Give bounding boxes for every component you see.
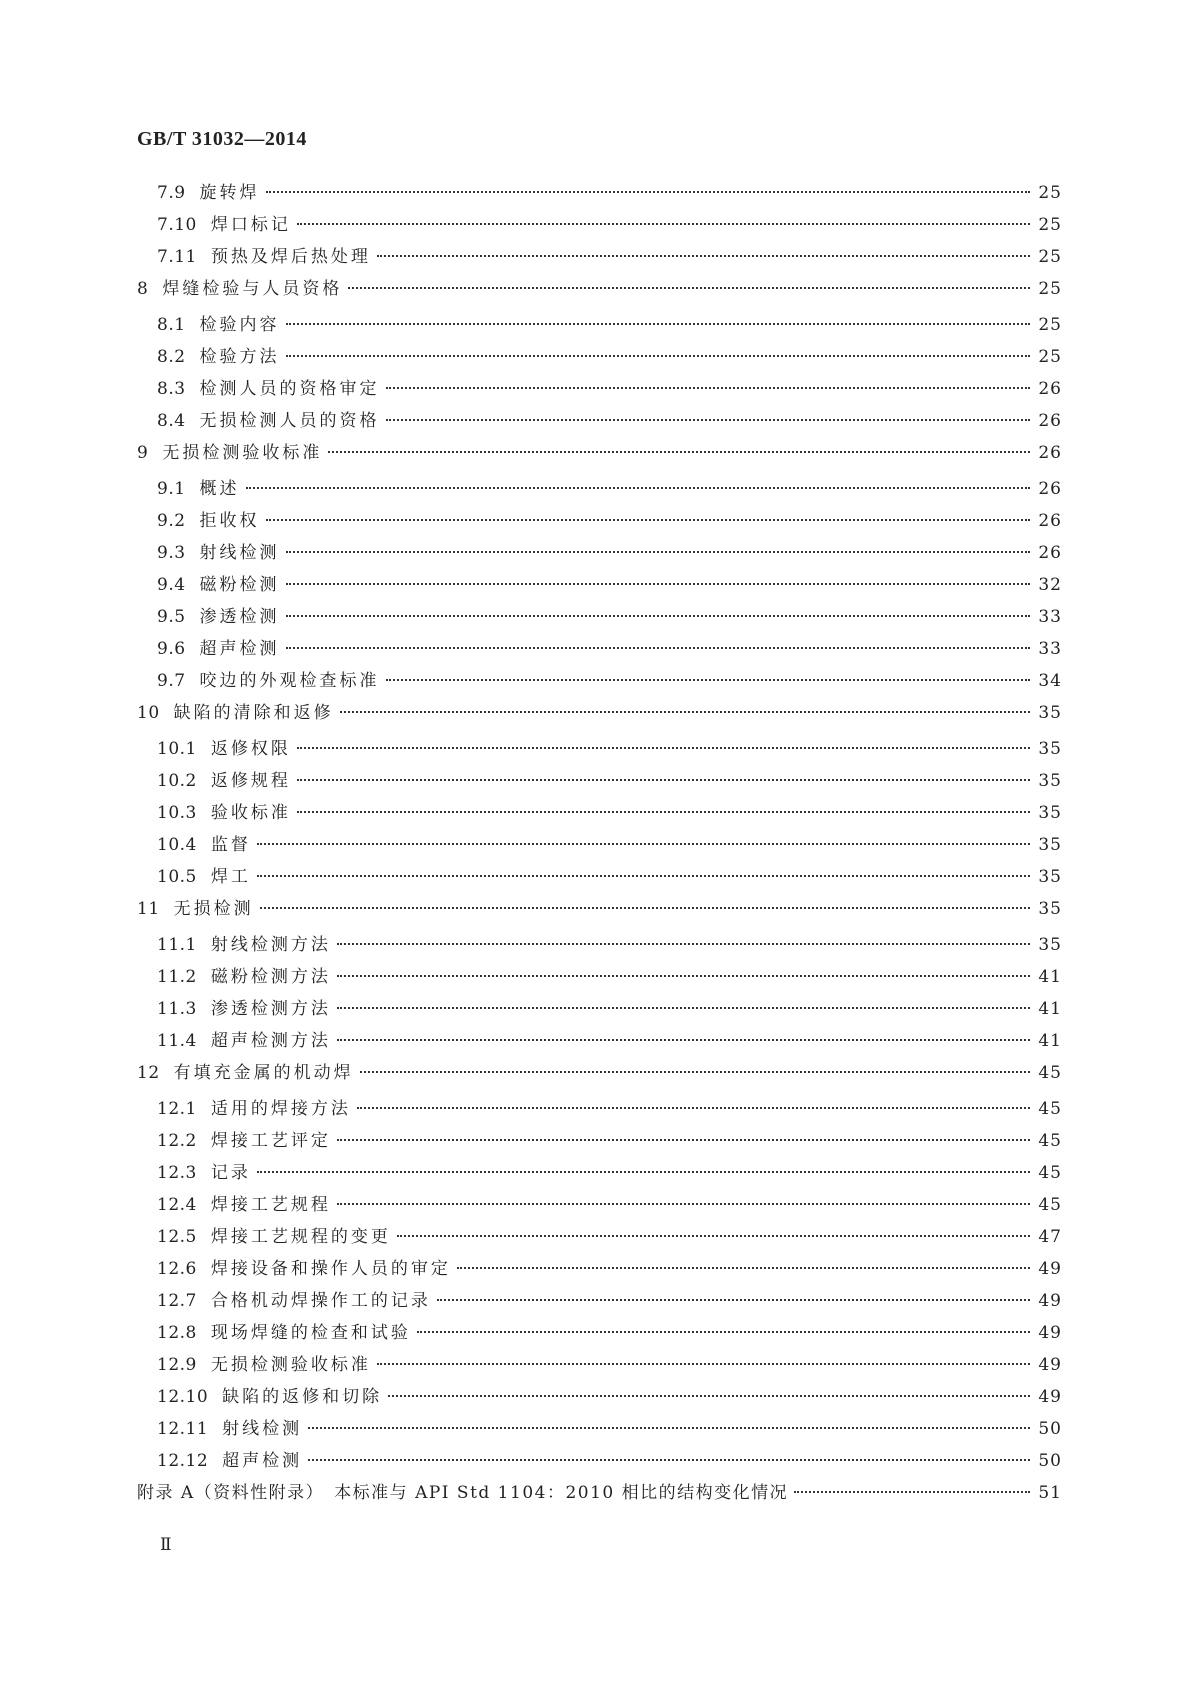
toc-entry-page-number: 41 [1038,1031,1062,1051]
toc-entry-title: 合格机动焊操作工的记录 [210,1291,431,1311]
toc-entry-number: 10.1 [157,739,197,759]
toc-entry-number: 9.6 [157,639,186,659]
toc-entry-title: 超声检测 [199,639,280,659]
toc-section-entry[interactable] [137,1158,1062,1190]
toc-entry-number: 12.7 [157,1291,197,1311]
toc-entry-title: 焊缝检验与人员资格 [162,279,343,299]
toc-entry-title: 验收标准 [210,803,291,823]
toc-section-entry[interactable] [137,1318,1062,1350]
dot-leader [377,255,1030,257]
toc-entry-number: 12.4 [157,1195,197,1215]
dot-leader [337,1007,1030,1009]
toc-entry-title: 咬边的外观检查标准 [199,671,380,691]
toc-entry-title: 焊接工艺规程 [210,1195,331,1215]
toc-section-entry[interactable] [137,602,1062,634]
toc-entry-page-number: 45 [1038,1099,1062,1119]
document-code: GB/T 31032—2014 [137,128,307,150]
toc-entry-number: 9.4 [157,575,186,595]
toc-section-entry[interactable] [137,666,1062,698]
toc-entry-number: 8.4 [157,411,186,431]
toc-entry-title: 射线检测 [199,543,280,563]
toc-entry-title: 有填充金属的机动焊 [173,1063,354,1083]
dot-leader [388,1395,1030,1397]
table-of-contents [137,178,1062,1510]
toc-entry-number: 7.10 [157,215,197,235]
toc-entry-number: 12.6 [157,1259,197,1279]
toc-entry-number: 9.2 [157,511,186,531]
toc-entry-page-number: 41 [1038,999,1062,1019]
dot-leader [286,615,1030,617]
toc-section-entry[interactable] [137,506,1062,538]
toc-entry-title: 监督 [210,835,251,855]
toc-chapter-entry[interactable] [137,274,1062,310]
toc-entry-number: 7.11 [157,247,197,267]
dot-leader [286,583,1030,585]
toc-entry-page-number: 35 [1038,867,1062,887]
toc-entry-page-number: 35 [1038,771,1062,791]
toc-entry-number: 9.1 [157,479,186,499]
toc-entry-page-number: 26 [1038,411,1062,431]
dot-leader [286,551,1030,553]
toc-section-entry[interactable] [137,1382,1062,1414]
toc-entry-page-number: 45 [1038,1063,1062,1083]
dot-leader [257,1171,1030,1173]
toc-section-entry[interactable] [137,1350,1062,1382]
toc-entry-number: 12.1 [157,1099,197,1119]
toc-section-entry[interactable] [137,342,1062,374]
toc-entry-page-number: 26 [1038,543,1062,563]
toc-entry-page-number: 41 [1038,967,1062,987]
dot-leader [328,451,1030,453]
toc-entry-number: 12.9 [157,1355,197,1375]
toc-section-entry[interactable] [137,798,1062,830]
toc-entry-page-number: 45 [1038,1163,1062,1183]
toc-section-entry[interactable] [137,1446,1062,1478]
dot-leader [297,747,1030,749]
dot-leader [286,323,1030,325]
toc-chapter-entry[interactable] [137,438,1062,474]
toc-entry-title: 无损检测人员的资格 [199,411,380,431]
toc-section-entry[interactable] [137,734,1062,766]
toc-section-entry[interactable] [137,994,1062,1026]
toc-entry-title: 焊接工艺规程的变更 [210,1227,391,1247]
dot-leader [377,1363,1030,1365]
dot-leader [297,779,1030,781]
page-number: Ⅱ [160,1535,172,1555]
toc-entry-number: 12.2 [157,1131,197,1151]
toc-entry-page-number: 35 [1038,935,1062,955]
toc-section-entry[interactable] [137,1126,1062,1158]
toc-entry-title: 概述 [199,479,240,499]
dot-leader [340,711,1030,713]
toc-entry-number: 10.3 [157,803,197,823]
toc-section-entry[interactable] [137,310,1062,342]
dot-leader [357,1107,1030,1109]
toc-entry-page-number: 26 [1038,379,1062,399]
toc-entry-title: 焊接设备和操作人员的审定 [210,1259,451,1279]
toc-entry-number: 12 [137,1063,160,1083]
toc-entry-page-number: 35 [1038,899,1062,919]
dot-leader [337,975,1030,977]
dot-leader [457,1267,1030,1269]
dot-leader [286,355,1030,357]
toc-entry-page-number: 49 [1038,1323,1062,1343]
toc-appendix-entry[interactable] [137,1478,1062,1510]
toc-section-entry[interactable] [137,634,1062,666]
dot-leader [386,387,1030,389]
dot-leader [337,1203,1030,1205]
toc-section-entry[interactable] [137,1414,1062,1446]
toc-entry-title: 现场焊缝的检查和试验 [210,1323,411,1343]
dot-leader [297,223,1030,225]
toc-entry-number: 12.3 [157,1163,197,1183]
toc-entry-number: 8.2 [157,347,186,367]
toc-entry-page-number: 49 [1038,1355,1062,1375]
toc-chapter-entry[interactable] [137,894,1062,930]
dot-leader [794,1491,1030,1493]
toc-entry-page-number: 25 [1038,247,1062,267]
toc-entry-title: 射线检测方法 [210,935,331,955]
toc-entry-title: 返修权限 [210,739,291,759]
dot-leader [337,943,1030,945]
toc-chapter-entry[interactable] [137,1058,1062,1094]
toc-entry-page-number: 33 [1038,607,1062,627]
toc-entry-number: 12.5 [157,1227,197,1247]
toc-entry-number: 10 [137,703,160,723]
toc-entry-title: 检测人员的资格审定 [199,379,380,399]
toc-entry-page-number: 25 [1038,315,1062,335]
toc-section-entry[interactable] [137,242,1062,274]
toc-section-entry[interactable] [137,538,1062,570]
toc-entry-page-number: 45 [1038,1195,1062,1215]
toc-entry-number: 9.5 [157,607,186,627]
dot-leader [437,1299,1030,1301]
dot-leader [308,1427,1030,1429]
toc-section-entry[interactable] [137,1286,1062,1318]
toc-entry-title: 预热及焊后热处理 [210,247,371,267]
toc-entry-number: 8 [137,279,149,299]
toc-entry-title: 焊口标记 [210,215,291,235]
toc-entry-title: 磁粉检测方法 [210,967,331,987]
toc-entry-number: 10.2 [157,771,197,791]
toc-entry-title: 检验方法 [199,347,280,367]
toc-entry-page-number: 25 [1038,347,1062,367]
toc-entry-title: 适用的焊接方法 [210,1099,351,1119]
toc-entry-title: 超声检测 [222,1451,303,1471]
toc-entry-number: 11.4 [157,1031,197,1051]
toc-entry-page-number: 49 [1038,1387,1062,1407]
dot-leader [286,647,1030,649]
toc-entry-title: 焊接工艺评定 [210,1131,331,1151]
toc-entry-page-number: 35 [1038,803,1062,823]
toc-entry-number: 9.7 [157,671,186,691]
dot-leader [417,1331,1030,1333]
toc-entry-page-number: 35 [1038,835,1062,855]
toc-entry-title: 无损检测验收标准 [162,443,323,463]
toc-entry-number: 9 [137,443,149,463]
toc-chapter-entry[interactable] [137,698,1062,734]
toc-section-entry[interactable] [137,178,1062,210]
toc-section-entry[interactable] [137,210,1062,242]
toc-entry-page-number: 35 [1038,703,1062,723]
toc-entry-page-number: 34 [1038,671,1062,691]
toc-entry-page-number: 26 [1038,479,1062,499]
toc-entry-page-number: 51 [1038,1483,1062,1503]
toc-entry-number: 11.2 [157,967,197,987]
toc-entry-page-number: 49 [1038,1291,1062,1311]
toc-section-entry[interactable] [137,374,1062,406]
toc-entry-title: 无损检测验收标准 [210,1355,371,1375]
toc-section-entry[interactable] [137,1026,1062,1058]
toc-entry-title: 缺陷的清除和返修 [173,703,334,723]
toc-entry-number: 11.1 [157,935,197,955]
toc-entry-number: 10.4 [157,835,197,855]
dot-leader [266,519,1030,521]
dot-leader [246,487,1030,489]
dot-leader [337,1139,1030,1141]
toc-entry-page-number: 33 [1038,639,1062,659]
toc-entry-title: 无损检测 [173,899,254,919]
toc-section-entry[interactable] [137,406,1062,438]
dot-leader [386,679,1030,681]
toc-entry-page-number: 25 [1038,183,1062,203]
toc-section-entry[interactable] [137,1254,1062,1286]
dot-leader [308,1459,1030,1461]
toc-entry-page-number: 50 [1038,1419,1062,1439]
dot-leader [397,1235,1030,1237]
toc-section-entry[interactable] [137,1190,1062,1222]
toc-entry-number: 11 [137,899,160,919]
toc-entry-title: 检验内容 [199,315,280,335]
toc-entry-title: 返修规程 [210,771,291,791]
toc-entry-page-number: 32 [1038,575,1062,595]
toc-entry-title: 附录 A（资料性附录） 本标准与 API Std 1104：2010 相比的结构变化情况 [137,1483,789,1503]
toc-section-entry[interactable] [137,1094,1062,1126]
toc-entry-title: 超声检测方法 [210,1031,331,1051]
dot-leader [266,191,1030,193]
toc-entry-title: 渗透检测方法 [210,999,331,1019]
dot-leader [348,287,1030,289]
toc-entry-title: 旋转焊 [199,183,260,203]
toc-entry-number: 10.5 [157,867,197,887]
toc-entry-number: 8.1 [157,315,186,335]
toc-entry-number: 9.3 [157,543,186,563]
toc-entry-page-number: 25 [1038,215,1062,235]
toc-entry-page-number: 26 [1038,443,1062,463]
toc-section-entry[interactable] [137,474,1062,506]
toc-section-entry[interactable] [137,962,1062,994]
toc-entry-number: 7.9 [157,183,186,203]
toc-section-entry[interactable] [137,1222,1062,1254]
toc-entry-number: 8.3 [157,379,186,399]
toc-entry-title: 射线检测 [222,1419,303,1439]
toc-section-entry[interactable] [137,570,1062,602]
toc-entry-page-number: 35 [1038,739,1062,759]
toc-entry-page-number: 49 [1038,1259,1062,1279]
dot-leader [337,1039,1030,1041]
toc-entry-number: 12.11 [157,1419,209,1439]
dot-leader [386,419,1030,421]
toc-entry-title: 缺陷的返修和切除 [222,1387,383,1407]
toc-entry-title: 渗透检测 [199,607,280,627]
dot-leader [260,907,1030,909]
toc-section-entry[interactable] [137,930,1062,962]
toc-entry-page-number: 25 [1038,279,1062,299]
toc-entry-title: 记录 [210,1163,251,1183]
toc-entry-page-number: 47 [1038,1227,1062,1247]
dot-leader [297,811,1030,813]
toc-entry-number: 12.10 [157,1387,209,1407]
toc-entry-number: 12.8 [157,1323,197,1343]
toc-entry-page-number: 50 [1038,1451,1062,1471]
toc-section-entry[interactable] [137,862,1062,894]
toc-entry-page-number: 45 [1038,1131,1062,1151]
toc-section-entry[interactable] [137,830,1062,862]
toc-entry-page-number: 26 [1038,511,1062,531]
dot-leader [257,875,1030,877]
toc-section-entry[interactable] [137,766,1062,798]
dot-leader [360,1071,1030,1073]
toc-entry-number: 11.3 [157,999,197,1019]
toc-entry-title: 焊工 [210,867,251,887]
toc-entry-title: 拒收权 [199,511,260,531]
toc-entry-number: 12.12 [157,1451,209,1471]
dot-leader [257,843,1030,845]
toc-entry-title: 磁粉检测 [199,575,280,595]
